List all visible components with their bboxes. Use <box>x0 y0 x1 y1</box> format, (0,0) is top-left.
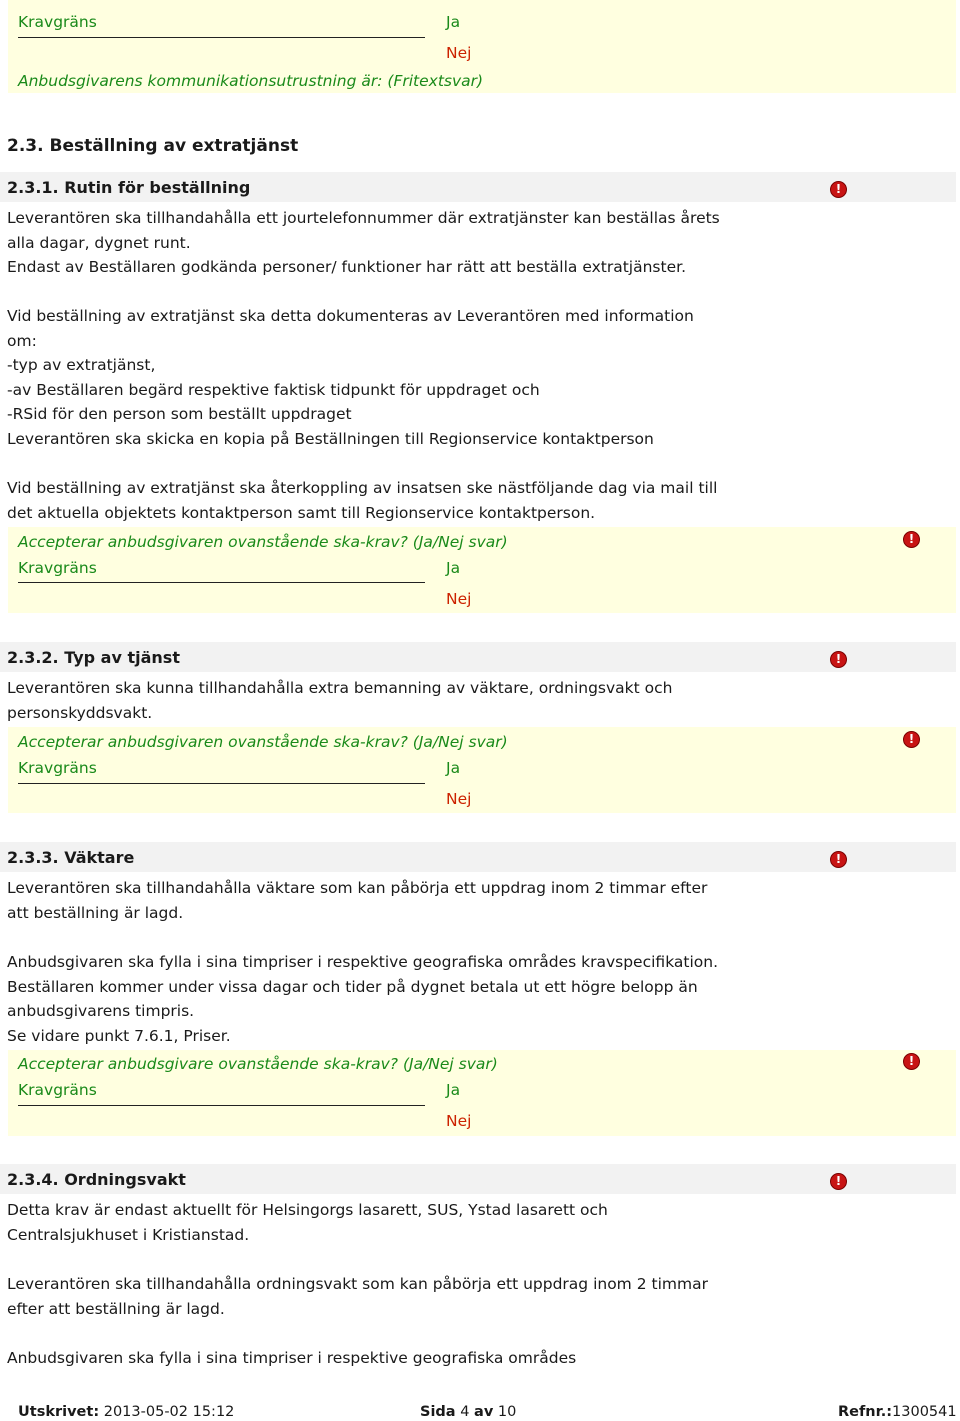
page-total: 10 <box>497 1404 517 1420</box>
exclamation-warning-icon: ! <box>903 1053 920 1070</box>
option-no[interactable]: Nej <box>446 590 472 608</box>
limit-line <box>18 582 425 583</box>
exclamation-warning-icon: ! <box>830 1173 847 1190</box>
paragraph-documentation: Vid beställning av extratjänst ska detta dokumenteras av Leverantören med information om: -typ av extratjänst, -av Beställaren begärd respektive faktisk tidpunkt för uppdraget och -RSid för den person som beställt uppdraget Leverantören ska skicka en kopia på Beställningen till Regionservice kontaktperson <box>7 307 694 448</box>
ref-label: Refnr.: <box>838 1404 893 1420</box>
option-yes[interactable]: Ja <box>446 13 461 31</box>
option-yes[interactable]: Ja <box>446 759 461 777</box>
section-heading-2-3: 2.3. Beställning av extratjänst <box>7 136 299 156</box>
option-no[interactable]: Nej <box>446 44 472 62</box>
exclamation-warning-icon: ! <box>903 531 920 548</box>
page-label: Sida <box>420 1404 456 1420</box>
paragraph-feedback: Vid beställning av extratjänst ska återkoppling av insatsen ske nästföljande dag via mail till det aktuella objektets kontaktperson samt till Regionservice kontaktperson. <box>7 479 718 522</box>
option-yes[interactable]: Ja <box>446 1081 461 1099</box>
page-sep: av <box>474 1404 494 1420</box>
limit-line <box>18 37 425 38</box>
paragraph-order-guard-pricing: Anbudsgivaren ska fylla i sina timpriser i respektive geografiska områdes <box>7 1349 577 1367</box>
paragraph-guard-response: Leverantören ska tillhandahålla väktare som kan påbörja ett uppdrag inom 2 timmar efter att beställning är lagd. <box>7 879 708 922</box>
footer-page <box>420 1404 516 1420</box>
question-2-3-2: Accepterar anbudsgivaren ovanstående ska-krav? (Ja/Nej svar) <box>18 733 508 751</box>
comms-question: Anbudsgivarens kommunikationsutrustning är: (Fritextsvar) <box>18 72 484 90</box>
section-heading-2-3-4: 2.3.4. Ordningsvakt <box>7 1170 186 1189</box>
limit-line <box>18 1105 425 1106</box>
paragraph-guard-pricing: Anbudsgivaren ska fylla i sina timpriser i respektive geografiska områdes kravspecifikation. Beställaren kommer under vissa dagar och tider på dygnet betala ut ett högre belopp än anbudsgivarens timpris. Se vidare punkt 7.6.1, Priser. <box>7 953 719 1045</box>
option-no[interactable]: Nej <box>446 790 472 808</box>
paragraph-hotline: Leverantören ska tillhandahålla ett jourtelefonnummer där extratjänster kan beställas årets alla dagar, dygnet runt. Endast av Beställaren godkända personer/ funktioner har rätt att beställa extratjänster. <box>7 209 720 276</box>
limit-label: Kravgräns <box>18 1081 97 1099</box>
exclamation-warning-icon: ! <box>830 851 847 868</box>
paragraph-hospitals: Detta krav är endast aktuellt för Helsingorgs lasarett, SUS, Ystad lasarett och Centralsjukhuset i Kristianstad. <box>7 1201 608 1244</box>
ref-value: 1300541 <box>892 1404 957 1420</box>
exclamation-warning-icon: ! <box>903 731 920 748</box>
exclamation-warning-icon: ! <box>830 181 847 198</box>
paragraph-order-guard: Leverantören ska tillhandahålla ordningsvakt som kan påbörja ett uppdrag inom 2 timmar efter att beställning är lagd. <box>7 1275 708 1318</box>
limit-label: Kravgräns <box>18 13 97 31</box>
question-2-3-3: Accepterar anbudsgivare ovanstående ska-krav? (Ja/Nej svar) <box>18 1055 498 1073</box>
limit-label: Kravgräns <box>18 759 97 777</box>
section-heading-2-3-3: 2.3.3. Väktare <box>7 848 135 867</box>
printed-value: 2013-05-02 15:12 <box>103 1404 235 1420</box>
option-yes[interactable]: Ja <box>446 559 461 577</box>
section-heading-2-3-2: 2.3.2. Typ av tjänst <box>7 648 180 667</box>
limit-line <box>18 783 425 784</box>
page-current: 4 <box>460 1404 470 1420</box>
limit-label: Kravgräns <box>18 559 97 577</box>
section-heading-2-3-1: 2.3.1. Rutin för beställning <box>7 178 251 197</box>
printed-label: Utskrivet: <box>18 1404 100 1420</box>
exclamation-warning-icon: ! <box>830 651 847 668</box>
paragraph-service-type: Leverantören ska kunna tillhandahålla extra bemanning av väktare, ordningsvakt och personskyddsvakt. <box>7 679 673 722</box>
footer-ref <box>838 1404 957 1420</box>
heading-bar-2-3-3 <box>0 842 956 872</box>
footer-printed <box>18 1404 234 1420</box>
question-2-3-1: Accepterar anbudsgivaren ovanstående ska-krav? (Ja/Nej svar) <box>18 533 508 551</box>
option-no[interactable]: Nej <box>446 1112 472 1130</box>
